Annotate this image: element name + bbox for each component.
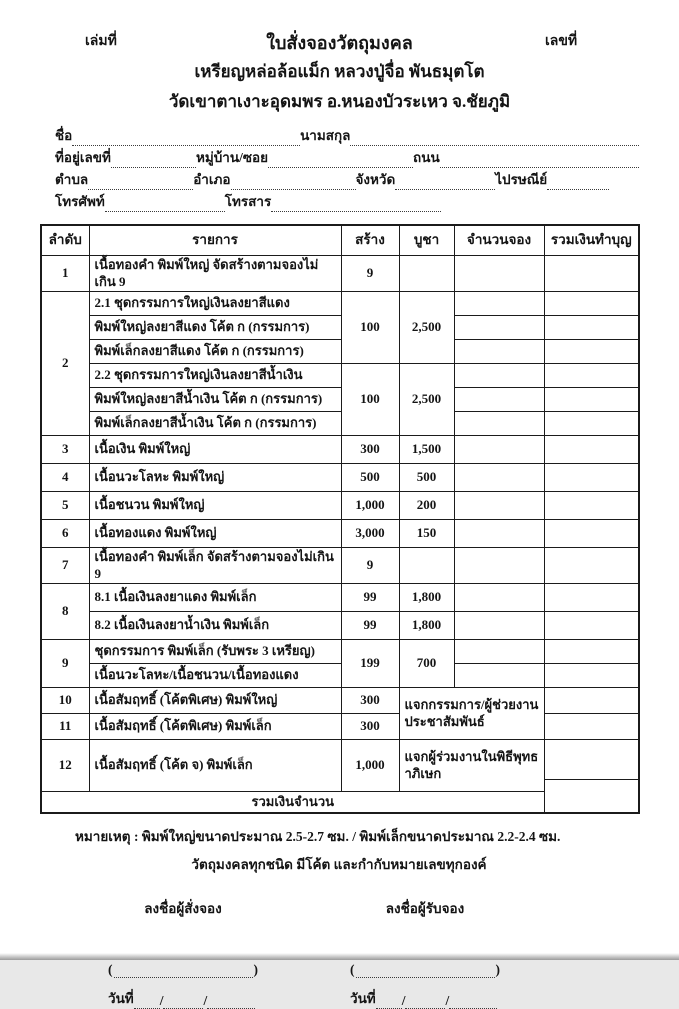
month-fill-line (405, 994, 445, 1009)
row2-set22-price: 2,500 (399, 363, 454, 435)
orderer-date-line (108, 987, 258, 1009)
paren-open: ( (350, 962, 355, 978)
col-header-price: บูชา (399, 225, 454, 255)
col-header-total: รวมเงินทำบุญ (544, 225, 639, 255)
row7-price-cell (399, 547, 454, 583)
table-row (41, 583, 639, 611)
col-header-item: รายการ (89, 225, 341, 255)
receiver-name-line (350, 962, 500, 978)
row8-item1: 8.1 เนื้อเงินลงยาแดง พิมพ์เล็ก (89, 583, 341, 611)
orderer-name-fill-line (114, 963, 253, 978)
row2-set21-made: 100 (341, 291, 399, 363)
row2-set22-made: 100 (341, 363, 399, 435)
row8-qty-cell (454, 611, 544, 639)
row6-made: 3,000 (341, 519, 399, 547)
date-slash: / (445, 993, 450, 1009)
row11-made: 300 (341, 713, 399, 739)
date-label: วันที่ (350, 991, 376, 1007)
row9-no: 9 (41, 639, 89, 687)
row6-no: 6 (41, 519, 89, 547)
orderer-signature-label: ลงชื่อผู้สั่งจอง (144, 901, 222, 917)
table-header-row (41, 225, 639, 255)
table-row (41, 435, 639, 463)
row7-made: 9 (341, 547, 399, 583)
row5-no: 5 (41, 491, 89, 519)
row2-no: 2 (41, 291, 89, 435)
postcode-fill-line (547, 175, 609, 190)
field-row-address (55, 146, 639, 168)
surname-fill-line (350, 131, 639, 146)
page-title: ใบสั่งจองวัตถุมงคล (266, 33, 413, 53)
table-row (41, 291, 639, 315)
table-row (41, 463, 639, 491)
row1-total-cell (544, 255, 639, 291)
row2-total-cell (544, 315, 639, 339)
field-row-district (55, 168, 639, 190)
row12-no: 12 (41, 739, 89, 791)
table-row (41, 713, 639, 739)
row7-total-cell (544, 547, 639, 583)
row2-qty-cell (454, 387, 544, 411)
row2-set22-large: พิมพ์ใหญ่ลงยาสีน้ำเงิน โค้ต ก (กรรมการ) (89, 387, 341, 411)
row9-qty-cell (454, 639, 544, 663)
row1-price-cell (399, 255, 454, 291)
row2-total-cell (544, 339, 639, 363)
row5-made: 1,000 (341, 491, 399, 519)
day-fill-line (134, 994, 160, 1009)
row2-set22-small: พิมพ์เล็กลงยาสีน้ำเงิน โค้ต ก (กรรมการ) (89, 411, 341, 435)
row8-total-cell (544, 583, 639, 611)
table-row (41, 255, 639, 291)
row8-made1: 99 (341, 583, 399, 611)
row2-set21-small: พิมพ์เล็กลงยาสีแดง โค้ต ก (กรรมการ) (89, 339, 341, 363)
row4-item: เนื้อนวะโลหะ พิมพ์ใหญ่ (89, 463, 341, 491)
row3-price: 1,500 (399, 435, 454, 463)
receiver-date-line (350, 987, 500, 1009)
year-fill-line (449, 994, 497, 1009)
row8-total-cell (544, 611, 639, 639)
row12-item: เนื้อสัมฤทธิ์ (โค้ต จ) พิมพ์เล็ก (89, 739, 341, 791)
receiver-signature-label: ลงชื่อผู้รับจอง (385, 901, 465, 917)
road-fill-line (440, 153, 639, 168)
row2-total-cell (544, 411, 639, 435)
total-label: รวมเงินจำนวน (41, 791, 544, 813)
row4-price: 500 (399, 463, 454, 491)
order-table (40, 224, 640, 814)
row1-no: 1 (41, 255, 89, 291)
row2-total-cell (544, 387, 639, 411)
row2-qty-cell (454, 411, 544, 435)
fax-label: โทรสาร (224, 194, 272, 209)
day-fill-line (376, 994, 402, 1009)
receiver-name-fill-line (356, 963, 495, 978)
province-fill-line (395, 175, 495, 190)
name-label: ชื่อ (55, 128, 73, 143)
surname-label: นามสกุล (300, 128, 351, 143)
date-slash: / (203, 993, 208, 1009)
row2-set21-price: 2,500 (399, 291, 454, 363)
row7-qty-cell (454, 547, 544, 583)
row3-no: 3 (41, 435, 89, 463)
row3-made: 300 (341, 435, 399, 463)
row7-item: เนื้อทองคำ พิมพ์เล็ก จัดสร้างตามจองไม่เกิน 9 (89, 547, 341, 583)
phone-label: โทรศัพท์ (55, 194, 105, 209)
row1-made: 9 (341, 255, 399, 291)
row1-item: เนื้อทองคำ พิมพ์ใหญ่ จัดสร้างตามจองไม่เกิน 9 (89, 255, 341, 291)
row9-price: 700 (399, 639, 454, 687)
district-fill-line (231, 175, 356, 190)
row6-item: เนื้อทองแดง พิมพ์ใหญ่ (89, 519, 341, 547)
table-row (41, 363, 639, 387)
paren-close: ) (253, 962, 258, 978)
row8-price1: 1,800 (399, 583, 454, 611)
date-label: วันที่ (108, 991, 134, 1007)
row8-made2: 99 (341, 611, 399, 639)
row7-no: 7 (41, 547, 89, 583)
remark-line: หมายเหตุ : พิมพ์ใหญ่ขนาดประมาณ 2.5-2.7 ซม. / พิมพ์เล็กขนาดประมาณ 2.2-2.4 ซม. (75, 829, 561, 845)
row8-qty-cell (454, 583, 544, 611)
name-fill-line (72, 131, 300, 146)
code-note-line: วัตถุมงคลทุกชนิด มีโค้ต และกำกับหมายเลขทุกองค์ (191, 857, 487, 873)
row2-qty-cell (454, 315, 544, 339)
col-header-qty: จำนวนจอง (454, 225, 544, 255)
page-subtitle: เหรียญหล่อล้อแม็ก หลวงปู่จื่อ พันธมุตโต (194, 62, 485, 81)
table-row (41, 663, 639, 687)
road-label: ถนน (413, 150, 440, 165)
date-slash: / (401, 993, 406, 1009)
row9-item1: ชุดกรรมการ พิมพ์เล็ก (รับพระ 3 เหรียญ) (89, 639, 341, 663)
book-number-label: เล่มที่ (85, 34, 117, 49)
row2-qty-cell (454, 339, 544, 363)
row1-qty-cell (454, 255, 544, 291)
table-row (41, 387, 639, 411)
row8-item2: 8.2 เนื้อเงินลงยาน้ำเงิน พิมพ์เล็ก (89, 611, 341, 639)
row2-set22-head: 2.2 ชุดกรรมการใหญ่เงินลงยาสีน้ำเงิน (89, 363, 341, 387)
row8-price2: 1,800 (399, 611, 454, 639)
address-no-label: ที่อยู่เลขที่ (55, 150, 111, 165)
date-slash: / (159, 993, 164, 1009)
row3-item: เนื้อเงิน พิมพ์ใหญ่ (89, 435, 341, 463)
row3-qty-cell (454, 435, 544, 463)
title-block (0, 0, 679, 116)
row6-total-cell (544, 519, 639, 547)
field-row-name (55, 124, 639, 146)
col-header-no: ลำดับ (41, 225, 89, 255)
table-row (41, 315, 639, 339)
subdistrict-fill-line (88, 175, 193, 190)
row11-total-cell (544, 713, 639, 739)
row4-qty-cell (454, 463, 544, 491)
table-row (41, 411, 639, 435)
temple-name: วัดเขาตาเงาะอุดมพร อ.หนองบัวระเหว จ.ชัยภูมิ (168, 92, 511, 111)
row6-qty-cell (454, 519, 544, 547)
row10-item: เนื้อสัมฤทธิ์ (โค้ตพิเศษ) พิมพ์ใหญ่ (89, 687, 341, 713)
row5-price: 200 (399, 491, 454, 519)
month-fill-line (163, 994, 203, 1009)
row2-qty-cell (454, 291, 544, 315)
row6-price: 150 (399, 519, 454, 547)
row2-qty-cell (454, 363, 544, 387)
grand-total-cell (544, 739, 639, 813)
row9-total-cell (544, 639, 639, 663)
village-label: หมู่บ้าน/ซอย (195, 150, 269, 165)
row9-item2: เนื้อนวะโลหะ/เนื้อชนวน/เนื้อทองแดง (89, 663, 341, 687)
row11-item: เนื้อสัมฤทธิ์ (โค้ตพิเศษ) พิมพ์เล็ก (89, 713, 341, 739)
table-row (41, 339, 639, 363)
row10-total-cell (544, 687, 639, 713)
phone-fill-line (105, 197, 225, 212)
row12-made: 1,000 (341, 739, 399, 791)
row8-no: 8 (41, 583, 89, 639)
postcode-label: ไปรษณีย์ (495, 172, 548, 187)
row10-11-distribution-note: แจกกรรมการ/ผู้ช่วยงาน ประชาสัมพันธ์ (399, 687, 544, 739)
year-fill-line (207, 994, 255, 1009)
village-fill-line (268, 153, 413, 168)
row9-total-cell (544, 663, 639, 687)
row4-made: 500 (341, 463, 399, 491)
province-label: จังหวัด (355, 172, 396, 187)
table-row (41, 639, 639, 663)
row2-set21-large: พิมพ์ใหญ่ลงยาสีแดง โค้ต ก (กรรมการ) (89, 315, 341, 339)
row2-total-cell (544, 291, 639, 315)
row5-qty-cell (454, 491, 544, 519)
row9-qty-cell (454, 663, 544, 687)
row2-set21-head: 2.1 ชุดกรรมการใหญ่เงินลงยาสีแดง (89, 291, 341, 315)
row4-no: 4 (41, 463, 89, 491)
subdistrict-label: ตำบล (55, 172, 89, 187)
address-no-fill-line (111, 153, 196, 168)
row5-item: เนื้อชนวน พิมพ์ใหญ่ (89, 491, 341, 519)
row4-total-cell (544, 463, 639, 491)
paren-open: ( (108, 962, 113, 978)
table-row (41, 491, 639, 519)
row9-made: 199 (341, 639, 399, 687)
fax-fill-line (271, 197, 441, 212)
table-row (41, 547, 639, 583)
row12-distribution-note: แจกผู้ร่วมงานในพิธีพุทธาภิเษก (399, 739, 544, 791)
row3-total-cell (544, 435, 639, 463)
district-label: อำเภอ (193, 172, 231, 187)
row10-no: 10 (41, 687, 89, 713)
applicant-fields (55, 124, 639, 212)
row10-made: 300 (341, 687, 399, 713)
table-row (41, 687, 639, 713)
row5-total-cell (544, 491, 639, 519)
total-cell-divider (544, 779, 640, 780)
field-row-phone (55, 190, 639, 212)
row11-no: 11 (41, 713, 89, 739)
row2-total-cell (544, 363, 639, 387)
doc-number-label: เลขที่ (545, 34, 578, 49)
orderer-name-line (108, 962, 258, 978)
paren-close: ) (495, 962, 500, 978)
table-row (41, 739, 639, 791)
table-row (41, 519, 639, 547)
col-header-made: สร้าง (341, 225, 399, 255)
table-row (41, 611, 639, 639)
scan-edge-shadow (0, 953, 679, 960)
